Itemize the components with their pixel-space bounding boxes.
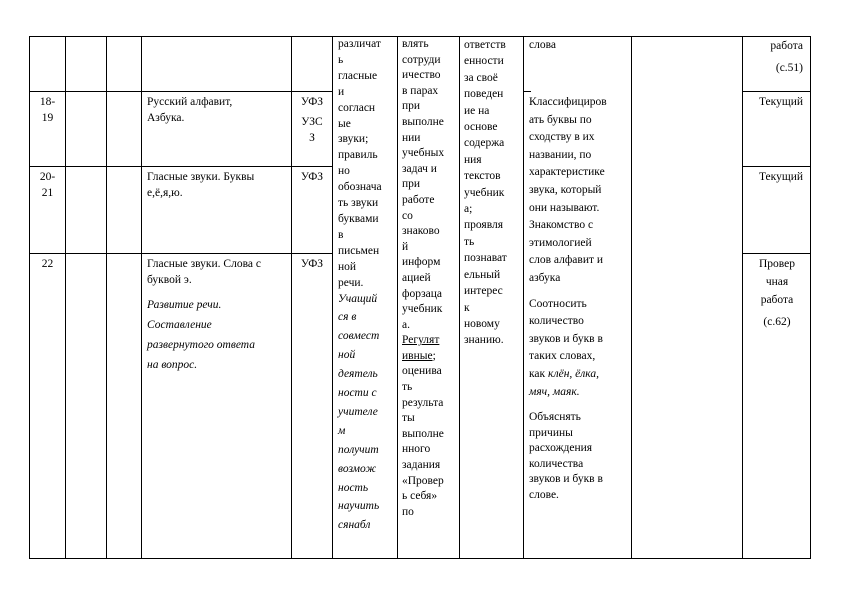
text-line: проявля (464, 219, 504, 232)
row-divider (742, 166, 811, 167)
text-line: таких словах, (529, 350, 596, 363)
text-line: нии (402, 131, 421, 144)
text-line: звуков и букв в (529, 332, 603, 345)
text-line: учебник (464, 186, 505, 199)
text-line: ной (338, 260, 357, 273)
row-divider (523, 91, 531, 92)
column-divider (65, 36, 66, 559)
text-line: интерес (464, 285, 503, 298)
text-line: количества (529, 457, 584, 470)
column-divider (141, 36, 142, 559)
text-line-italic: деятель (338, 368, 378, 381)
text-line-italic: учителе (338, 405, 378, 418)
text-line: й (402, 240, 409, 253)
text-line: «Провер (402, 474, 444, 487)
row-divider (742, 91, 811, 92)
text-line-italic: Учащий (338, 292, 378, 305)
metasubject-results-cell (402, 37, 444, 520)
text-line: и (338, 85, 345, 98)
text-line-italic: получит (338, 443, 379, 456)
text-line-italic: научить (338, 500, 380, 513)
text-line: в (338, 228, 344, 241)
text-line: нного (402, 443, 431, 456)
text-line: ты (402, 412, 415, 425)
topic-line: буквой э. (147, 274, 192, 286)
text-line-italic: ности с (338, 387, 377, 400)
text-line: обознача (338, 181, 382, 194)
control-text: работа (760, 294, 794, 306)
text-line-italic: ся в (338, 311, 357, 324)
control-cell (743, 169, 803, 185)
text-line: причины (529, 426, 573, 439)
control-text: Текущий (758, 96, 803, 108)
text-line: ь себя» (402, 490, 438, 503)
text-line: гласные (338, 69, 378, 82)
text-line: к (464, 301, 470, 314)
type-line: УФЗ (300, 258, 324, 270)
text-line-italic: сянабл (338, 519, 371, 532)
topic-line: е,ё,я,ю. (147, 187, 183, 199)
text-fragment: ; (432, 349, 436, 362)
control-cell (743, 38, 803, 76)
text-line: по (402, 505, 414, 518)
text-line: результа (402, 396, 444, 409)
column-divider (397, 36, 398, 559)
lesson-type (292, 169, 332, 185)
text-line: Классифициров (529, 96, 607, 108)
text-underlined: ивные (402, 349, 433, 362)
text-line: различат (338, 38, 381, 50)
text-line: выполне (402, 427, 444, 440)
control-text: чная (765, 276, 789, 288)
text-line: расхождения (529, 442, 593, 455)
text-line: ть (402, 381, 413, 394)
text-line: буквами (338, 212, 379, 225)
text-line: Объяснять (529, 411, 581, 424)
topic-line: Гласные звуки. Буквы (147, 171, 255, 183)
text-line: количество (529, 315, 584, 328)
subject-results-cell (338, 37, 382, 534)
column-divider (631, 36, 632, 559)
text-line-italic: совмест (338, 330, 380, 343)
lesson-topic (147, 94, 232, 126)
lesson-type (292, 256, 332, 272)
text-line: слове. (529, 489, 559, 502)
text-line: ответств (464, 39, 506, 51)
text-line: слова (529, 39, 556, 51)
lesson-number: 20- 21 (39, 171, 56, 199)
text-line: информ (402, 256, 441, 269)
text-line: знаково (402, 225, 440, 238)
text-line: характеристике (529, 166, 605, 179)
text-line: азбука (529, 271, 561, 284)
text-line: ие на (464, 104, 490, 117)
text-line: при (402, 100, 421, 113)
lesson-number: 18- 19 (39, 96, 56, 124)
column-divider (459, 36, 460, 559)
text-line: сотруди (402, 53, 441, 66)
text-line: со (402, 209, 413, 222)
text-line: содержа (464, 137, 505, 150)
control-text: работа (770, 40, 803, 52)
text-line: названии, по (529, 148, 592, 161)
text-line: звуков и букв в (529, 473, 603, 486)
text-line: ть (464, 235, 475, 248)
text-line: а; (464, 203, 473, 216)
text-line: форзаца (402, 287, 442, 300)
control-text: Текущий (758, 171, 803, 183)
text-line: этимологией (529, 236, 592, 249)
row-divider (742, 253, 811, 254)
text-line: основе (464, 121, 498, 134)
topic-line-italic: развернутого ответа (147, 339, 256, 351)
lesson-number: 22 (41, 258, 54, 270)
text-line: влять (402, 38, 429, 50)
lesson-topic (147, 256, 261, 373)
text-line: задания (402, 459, 441, 472)
row-divider (29, 253, 332, 254)
text-line: учебник (402, 303, 443, 316)
table-border-bottom (29, 558, 811, 559)
topic-line: Русский алфавит, (147, 96, 233, 108)
text-line: поведен (464, 88, 504, 101)
topic-line: Гласные звуки. Слова с (147, 258, 261, 270)
row-divider (29, 91, 332, 92)
text-line: звука, который (529, 183, 602, 196)
text-line: звуки; (338, 133, 369, 146)
row-divider (29, 166, 332, 167)
text-line: текстов (464, 170, 501, 183)
text-line: письмен (338, 244, 380, 257)
text-line: ельный (464, 268, 501, 281)
text-line-italic: м (338, 424, 346, 437)
text-line: они называют. (529, 201, 600, 214)
text-line: речи. (338, 276, 364, 289)
topic-line-italic: Составление (147, 319, 212, 331)
column-divider (523, 36, 524, 559)
lesson-topic (147, 169, 254, 201)
topic-line-italic: на вопрос. (147, 359, 198, 371)
text-line: Знакомство с (529, 219, 594, 232)
text-line: знанию. (464, 334, 504, 347)
text-fragment: как (529, 367, 548, 380)
text-line: сходству в их (529, 131, 595, 144)
text-line-underlined: Регулят (402, 334, 440, 347)
text-line: енности (464, 55, 504, 68)
text-line: но (338, 165, 350, 178)
control-text: (с.51) (775, 62, 803, 74)
text-line-italic: мяч, маяк. (529, 385, 580, 398)
text-line: новому (464, 317, 500, 330)
type-line: УФЗ (300, 96, 324, 108)
text-line: правиль (338, 149, 378, 162)
text-line: при (402, 178, 421, 191)
text-line: учебных (402, 147, 445, 160)
text-line: познават (464, 252, 507, 265)
type-line: УЗС (301, 116, 323, 128)
text-line: ния (464, 153, 482, 166)
text-line: Соотносить (529, 297, 587, 310)
text-line: ичество (402, 69, 441, 82)
text-line: согласн (338, 101, 376, 114)
activities-cell (529, 94, 607, 505)
text-line: задач и (402, 162, 437, 175)
text-line-italic: ной (338, 349, 356, 362)
text-line: ать буквы по (529, 113, 592, 126)
text-line: за своё (464, 71, 498, 84)
text-line: оценива (402, 365, 442, 378)
activities-cell-top (529, 37, 556, 53)
type-line: УФЗ (300, 171, 324, 183)
text-line: выполне (402, 115, 444, 128)
lesson-type (292, 94, 332, 146)
text-line: работе (402, 193, 435, 206)
text-line: ые (338, 117, 351, 130)
text-line: ь (338, 53, 344, 66)
type-line: З (309, 132, 315, 144)
column-divider (106, 36, 107, 559)
control-text: (с.62) (763, 316, 791, 328)
control-cell (743, 256, 811, 330)
text-line: слов алфавит и (529, 254, 604, 267)
text-line: ть звуки (338, 197, 379, 210)
topic-line-italic: Развитие речи. (147, 299, 222, 311)
control-text: Провер (758, 258, 796, 270)
text-line: а. (402, 318, 410, 331)
personal-results-cell (464, 37, 507, 349)
text-line-italic: ность (338, 481, 369, 494)
text-line-italic: возмож (338, 462, 377, 475)
control-cell (743, 94, 803, 110)
topic-line: Азбука. (147, 112, 185, 124)
text-fragment-italic: клён, ёлка, (547, 367, 600, 380)
column-divider (332, 36, 333, 559)
text-line: в парах (402, 84, 439, 97)
text-line: ацией (402, 271, 431, 284)
